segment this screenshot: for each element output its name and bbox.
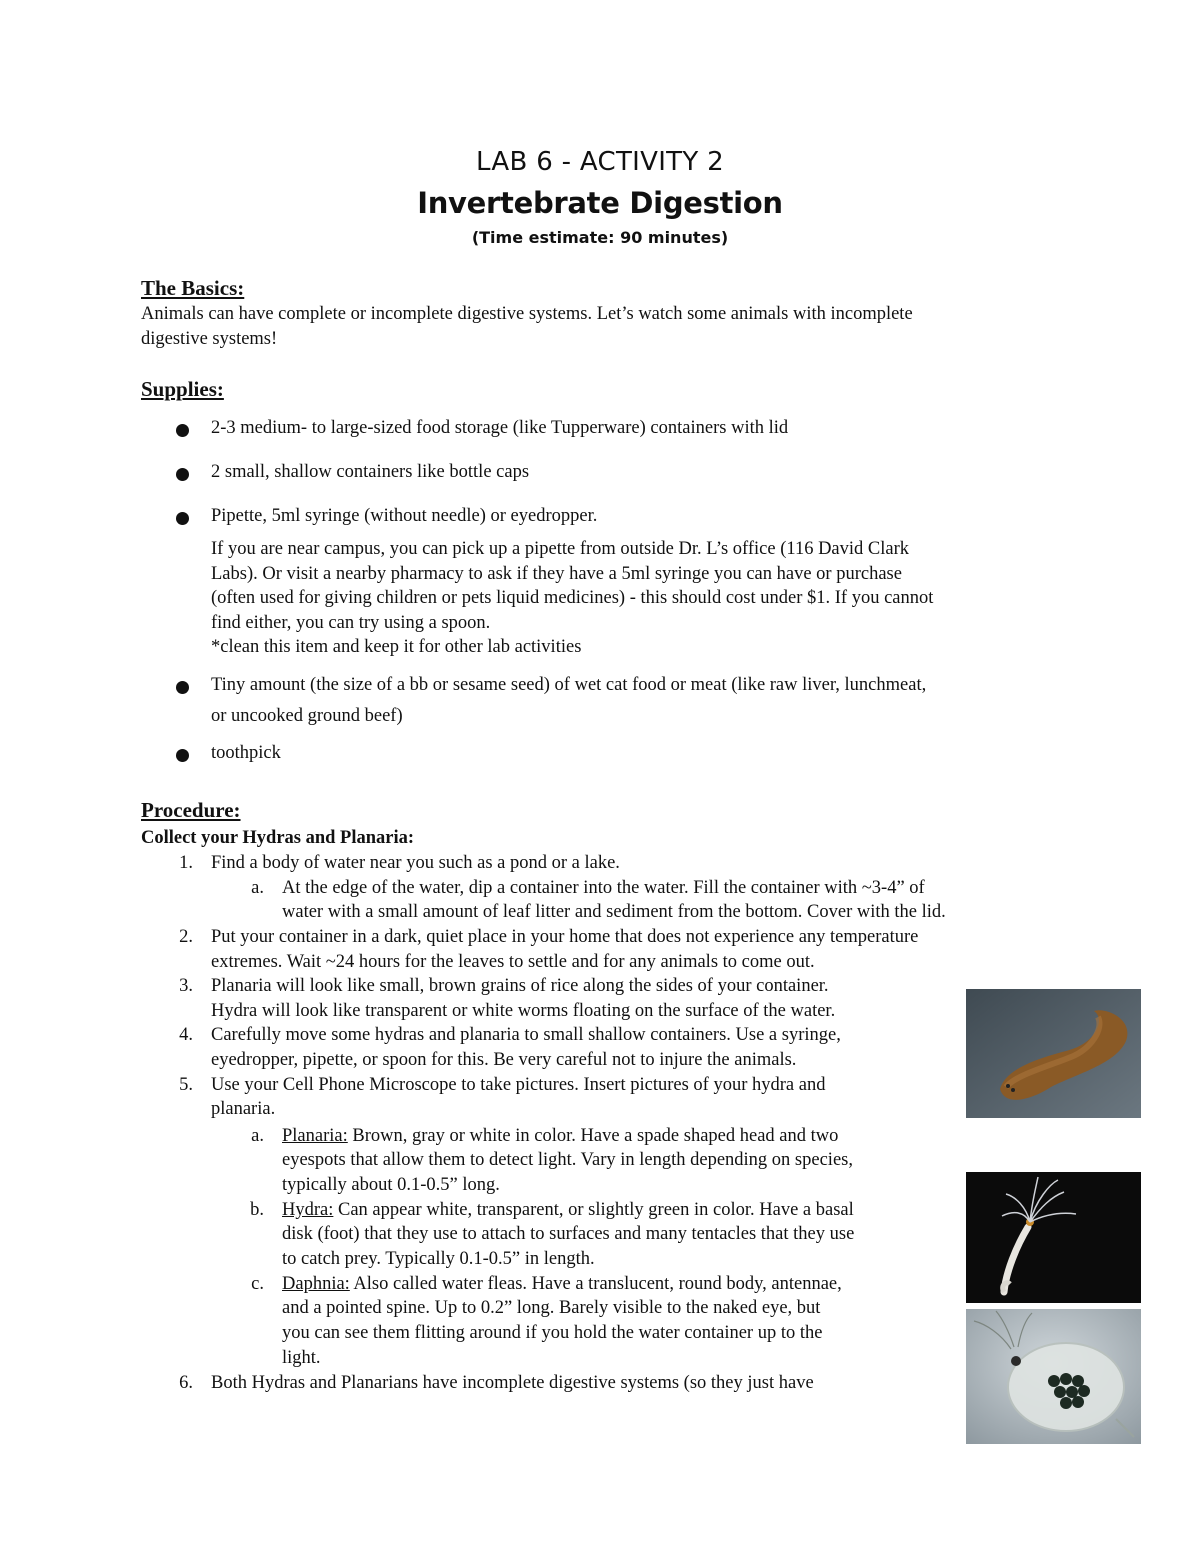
procedure-subheading: Collect your Hydras and Planaria: xyxy=(141,828,415,848)
step-text: planaria. xyxy=(211,1099,276,1119)
time-estimate: (Time estimate: 90 minutes) xyxy=(471,228,729,247)
basics-heading: The Basics: xyxy=(141,276,245,300)
substep-text: eyespots that allow them to detect light. Vary in length depending on species, xyxy=(282,1150,853,1170)
lab-title: LAB 6 - ACTIVITY 2 xyxy=(476,147,724,177)
substep-text-line: Also called water fleas. Have a translucent, round body, antennae, xyxy=(349,1274,842,1294)
activity-title: Invertebrate Digestion xyxy=(417,186,783,220)
supply-item-continued: or uncooked ground beef) xyxy=(211,706,403,726)
bullet-icon xyxy=(176,512,189,525)
supply-item: Tiny amount (the size of a bb or sesame seed) of wet cat food or meat (like raw liver, lunchmeat, xyxy=(211,675,927,695)
step-text: extremes. Wait ~24 hours for the leaves to settle and for any animals to come out. xyxy=(211,952,815,972)
step-number: 5. xyxy=(179,1075,193,1095)
supply-note-line: Labs). Or visit a nearby pharmacy to ask if they have a 5ml syringe you can have or purchase xyxy=(211,564,902,584)
step-text: Put your container in a dark, quiet place in your home that does not experience any temperature xyxy=(211,927,919,947)
step-text: Hydra will look like transparent or white worms floating on the surface of the water. xyxy=(211,1001,836,1021)
step-number: 6. xyxy=(179,1373,193,1393)
substep-text: and a pointed spine. Up to 0.2” long. Barely visible to the naked eye, but xyxy=(282,1298,821,1318)
substep-text: you can see them flitting around if you hold the water container up to the xyxy=(282,1323,823,1343)
substep-label: c. xyxy=(251,1274,264,1294)
substep-text: water with a small amount of leaf litter and sediment from the bottom. Cover with the lid. xyxy=(282,902,946,922)
supply-item: Pipette, 5ml syringe (without needle) or eyedropper. xyxy=(211,506,598,526)
supply-note-line: (often used for giving children or pets liquid medicines) - this should cost under $1. If you cannot xyxy=(211,588,934,608)
supply-item: toothpick xyxy=(211,743,281,763)
step-text: Use your Cell Phone Microscope to take pictures. Insert pictures of your hydra and xyxy=(211,1075,826,1095)
supply-note-line: If you are near campus, you can pick up a pipette from outside Dr. L’s office (116 David Clark xyxy=(211,539,910,559)
supply-note-line: find either, you can try using a spoon. xyxy=(211,613,491,633)
supply-item: 2-3 medium- to large-sized food storage (like Tupperware) containers with lid xyxy=(211,418,789,438)
supply-item: 2 small, shallow containers like bottle caps xyxy=(211,462,530,482)
step-text: eyedropper, pipette, or spoon for this. Be very careful not to injure the animals. xyxy=(211,1050,797,1070)
daphnia-photo xyxy=(966,1309,1141,1444)
substep-text xyxy=(282,1198,962,1223)
substep-text-line: Can appear white, transparent, or slightly green in color. Have a basal xyxy=(333,1200,854,1220)
bullet-icon xyxy=(176,424,189,437)
term-planaria: Planaria: xyxy=(282,1126,348,1146)
substep-text: At the edge of the water, dip a container into the water. Fill the container with ~3-4” of xyxy=(282,878,925,898)
bullet-icon xyxy=(176,749,189,762)
substep-text: typically about 0.1-0.5” long. xyxy=(282,1175,500,1195)
substep-label: a. xyxy=(251,878,264,898)
substep-text-line: Brown, gray or white in color. Have a spade shaped head and two xyxy=(347,1126,839,1146)
substep-text xyxy=(282,1124,962,1149)
hydra-photo xyxy=(966,1172,1141,1303)
planaria-photo xyxy=(966,989,1141,1118)
term-hydra: Hydra: xyxy=(282,1200,334,1220)
bullet-icon xyxy=(176,468,189,481)
procedure-heading: Procedure: xyxy=(141,798,241,822)
substep-label: a. xyxy=(251,1126,264,1146)
substep-text: disk (foot) that they use to attach to surfaces and many tentacles that they use xyxy=(282,1224,855,1244)
supply-note-line: *clean this item and keep it for other lab activities xyxy=(211,637,582,657)
substep-label: b. xyxy=(250,1200,264,1220)
term-daphnia: Daphnia: xyxy=(282,1274,350,1294)
basics-text-line-1: Animals can have complete or incomplete digestive systems. Let’s watch some animals with incomplete xyxy=(141,304,913,324)
step-number: 2. xyxy=(179,927,193,947)
step-number: 1. xyxy=(179,853,193,873)
step-text: Both Hydras and Planarians have incomplete digestive systems (so they just have xyxy=(211,1373,814,1393)
substep-text: light. xyxy=(282,1348,321,1368)
supplies-heading: Supplies: xyxy=(141,377,224,401)
basics-text-line-2: digestive systems! xyxy=(141,329,278,349)
step-number: 4. xyxy=(179,1025,193,1045)
step-text: Planaria will look like small, brown grains of rice along the sides of your container. xyxy=(211,976,829,996)
step-number: 3. xyxy=(179,976,193,996)
substep-text xyxy=(282,1272,962,1297)
bullet-icon xyxy=(176,681,189,694)
step-text: Find a body of water near you such as a pond or a lake. xyxy=(211,853,620,873)
substep-text: to catch prey. Typically 0.1-0.5” in length. xyxy=(282,1249,595,1269)
step-text: Carefully move some hydras and planaria to small shallow containers. Use a syringe, xyxy=(211,1025,841,1045)
